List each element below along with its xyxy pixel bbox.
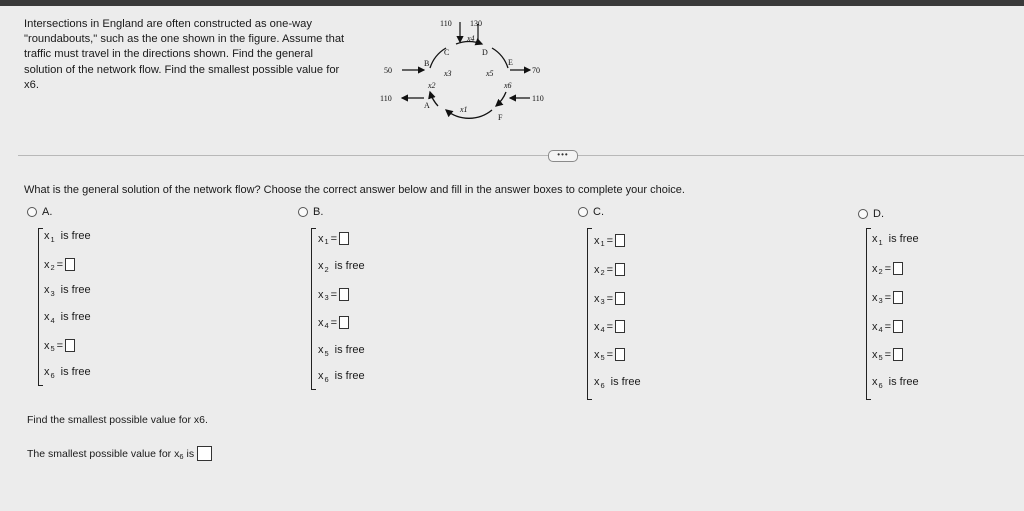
var-label: x4	[467, 34, 475, 43]
answer-box[interactable]	[65, 339, 75, 352]
problem-line: solution of the network flow. Find the smallest possible value for	[24, 63, 340, 76]
answer-subscript: 6	[179, 452, 184, 461]
problem-line: traffic must travel in the directions shown. Find the general	[24, 48, 313, 61]
answer-line	[27, 446, 212, 461]
option-c[interactable]	[578, 206, 604, 218]
answer-box[interactable]	[615, 320, 625, 333]
solution-row: x 4 =	[594, 320, 625, 333]
flow-label: 50	[384, 66, 392, 75]
solution-row: x 3 =	[594, 292, 625, 305]
flow-label: 130	[470, 19, 482, 28]
section-divider	[18, 155, 1024, 156]
solution-row: x 5 =	[44, 339, 75, 352]
answer-box[interactable]	[893, 320, 903, 333]
var-label: x6	[504, 81, 512, 90]
option-b[interactable]	[298, 206, 323, 218]
option-label: C.	[593, 206, 604, 218]
solution-row: x 3 =	[318, 288, 349, 301]
roundabout-arc	[492, 48, 508, 68]
answer-box[interactable]	[615, 348, 625, 361]
smallest-value-input[interactable]	[197, 446, 212, 461]
solution-row: x 6 is free	[872, 376, 919, 390]
var-label: x3	[444, 69, 452, 78]
answer-box[interactable]	[893, 348, 903, 361]
solution-row: x 4 =	[872, 320, 903, 333]
node-label: F	[498, 113, 503, 122]
solution-row: x 6 is free	[44, 366, 91, 380]
solution-row: x 3 is free	[44, 284, 91, 298]
answer-box[interactable]	[65, 258, 75, 271]
flow-label: 110	[440, 19, 452, 28]
solution-row: x 5 =	[872, 348, 903, 361]
node-label: D	[482, 48, 488, 57]
answer-box[interactable]	[615, 292, 625, 305]
solution-row: x 2 is free	[318, 260, 365, 274]
problem-line: "roundabouts," such as the one shown in the figure. Assume that	[24, 33, 345, 46]
node-label: E	[508, 58, 513, 67]
problem-line: x6.	[24, 78, 39, 91]
solution-row: x 1 =	[594, 234, 625, 247]
solution-row: x 6 is free	[594, 376, 641, 390]
option-label: D.	[873, 208, 884, 220]
solution-row: x 5 is free	[318, 344, 365, 358]
option-label: A.	[42, 206, 53, 218]
answer-box[interactable]	[893, 262, 903, 275]
solution-row: x 3 =	[872, 291, 903, 304]
answer-box[interactable]	[893, 291, 903, 304]
matrix-bracket	[38, 228, 43, 386]
flow-label: 70	[532, 66, 540, 75]
answer-box[interactable]	[339, 232, 349, 245]
solution-row: x 6 is free	[318, 370, 365, 384]
option-a[interactable]	[27, 206, 52, 218]
answer-box[interactable]	[339, 288, 349, 301]
answer-box[interactable]	[615, 234, 625, 247]
radio-d[interactable]	[858, 209, 868, 219]
answer-box[interactable]	[339, 316, 349, 329]
answer-suffix: is	[186, 447, 195, 460]
question-text: What is the general solution of the network flow? Choose the correct answer below and fill in the answer boxes to complete your choice.	[24, 184, 685, 196]
var-label: x5	[486, 69, 494, 78]
solution-row: x 4 is free	[44, 311, 91, 325]
roundabout-arc	[446, 110, 492, 118]
matrix-bracket	[311, 228, 316, 390]
radio-a[interactable]	[27, 207, 37, 217]
find-prompt: Find the smallest possible value for x6.	[27, 414, 208, 426]
var-label: x2	[428, 81, 436, 90]
expand-more-button[interactable]: •••	[548, 150, 578, 162]
solution-row: x 2 =	[872, 262, 903, 275]
problem-statement	[24, 17, 369, 93]
option-d[interactable]	[858, 208, 884, 220]
solution-row: x 5 =	[594, 348, 625, 361]
solution-row: x 1 is free	[872, 233, 919, 247]
var-label: x1	[460, 105, 468, 114]
flow-label: 110	[380, 94, 392, 103]
solution-row: x 1 is free	[44, 230, 91, 244]
radio-c[interactable]	[578, 207, 588, 217]
solution-row: x 4 =	[318, 316, 349, 329]
matrix-bracket	[587, 228, 592, 400]
problem-line: Intersections in England are often constructed as one-way	[24, 18, 312, 30]
solution-row: x 1 =	[318, 232, 349, 245]
flow-label: 110	[532, 94, 544, 103]
node-label: A	[424, 101, 430, 110]
radio-b[interactable]	[298, 207, 308, 217]
node-label: C	[444, 48, 450, 57]
top-bar	[0, 0, 1024, 6]
roundabout-arc	[496, 92, 506, 106]
roundabout-diagram	[372, 10, 562, 132]
matrix-bracket	[866, 228, 871, 400]
answer-prefix: The smallest possible value for x	[27, 447, 180, 460]
solution-row: x 2 =	[594, 263, 625, 276]
solution-row: x 2 =	[44, 258, 75, 271]
roundabout-arc	[430, 92, 438, 106]
option-label: B.	[313, 206, 324, 218]
answer-box[interactable]	[615, 263, 625, 276]
node-label: B	[424, 59, 430, 68]
